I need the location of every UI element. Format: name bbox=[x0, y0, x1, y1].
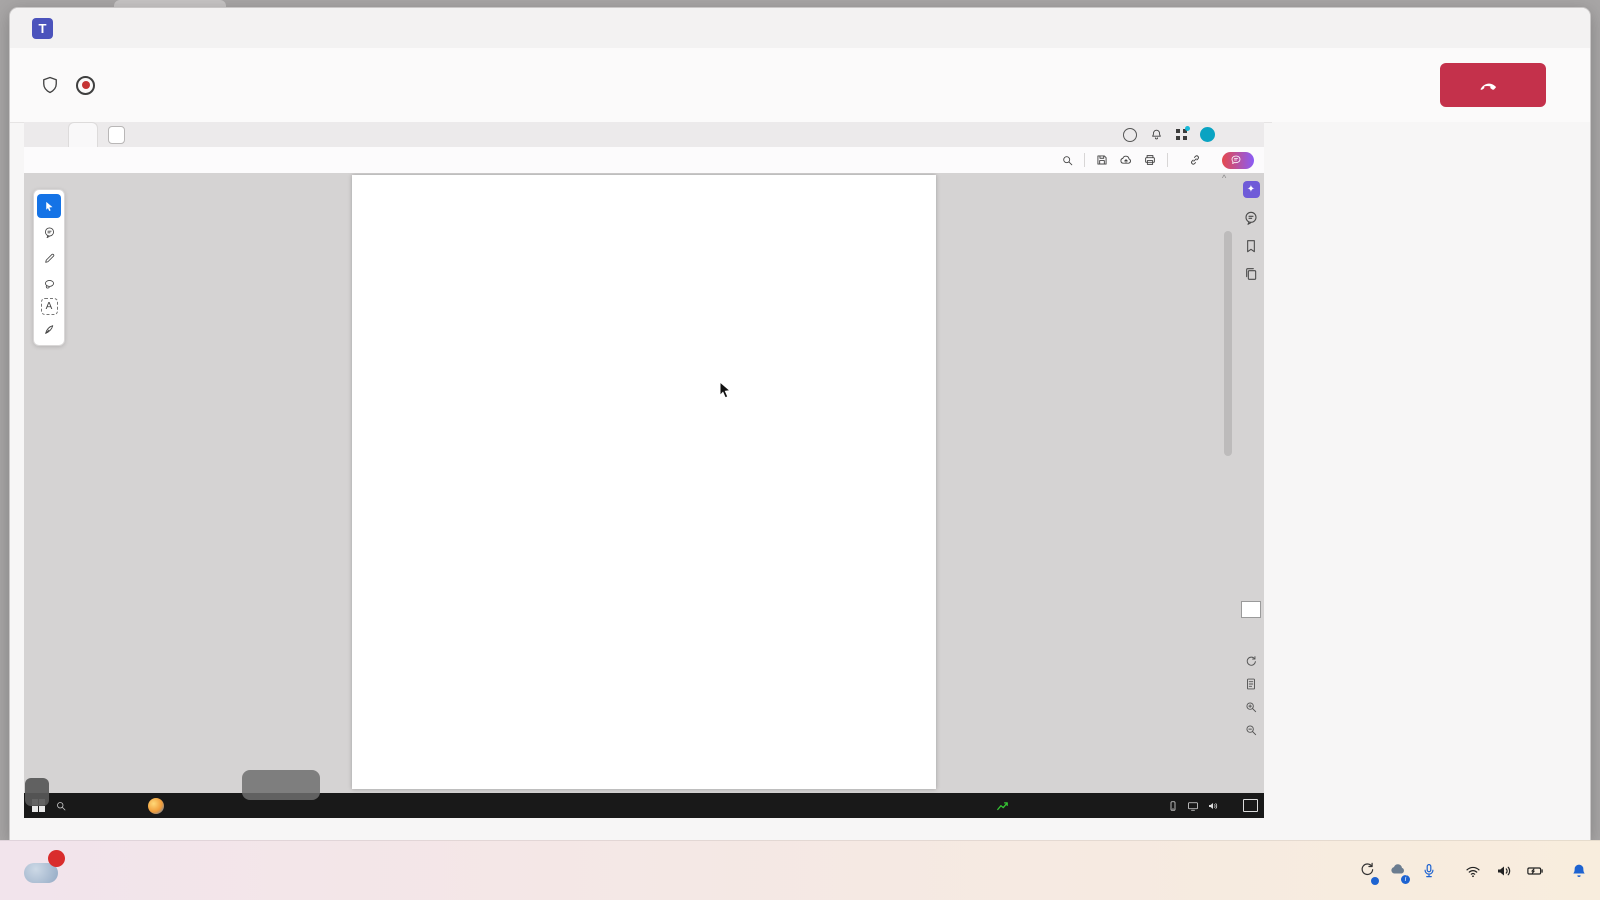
leave-meeting-button[interactable] bbox=[1440, 63, 1546, 107]
sign-tool[interactable] bbox=[37, 317, 61, 341]
notification-bell-icon[interactable] bbox=[1570, 862, 1588, 880]
main-participant-tile[interactable] bbox=[1282, 632, 1570, 788]
sync-icon[interactable] bbox=[1358, 860, 1376, 883]
save-icon[interactable] bbox=[1095, 153, 1109, 167]
page-view-icon[interactable] bbox=[1244, 677, 1258, 691]
participants-panel bbox=[1272, 122, 1590, 840]
lasso-tool[interactable] bbox=[37, 272, 61, 296]
acrobat-menubar bbox=[24, 147, 1264, 174]
acrobat-right-panel-icons bbox=[1240, 181, 1262, 282]
battery-icon[interactable] bbox=[1526, 862, 1544, 880]
text-tool[interactable]: A bbox=[41, 298, 58, 315]
zoom-controls[interactable] bbox=[242, 770, 320, 800]
ai-chat-icon bbox=[1230, 154, 1242, 166]
recording-indicator-icon bbox=[76, 76, 95, 95]
create-button[interactable] bbox=[108, 126, 125, 144]
upload-cloud-icon[interactable] bbox=[1119, 153, 1133, 167]
windows-taskbar bbox=[0, 840, 1600, 900]
phone-link-icon[interactable] bbox=[1167, 800, 1179, 812]
comments-panel-icon[interactable] bbox=[1243, 210, 1259, 226]
account-avatar[interactable] bbox=[1200, 127, 1215, 142]
acrobat-tabbar bbox=[24, 122, 1264, 147]
teams-titlebar bbox=[10, 8, 1590, 49]
meeting-stage bbox=[10, 122, 1590, 840]
refresh-icon[interactable] bbox=[1244, 654, 1258, 668]
document-tab[interactable] bbox=[68, 122, 98, 148]
notification-center-icon[interactable] bbox=[1243, 799, 1258, 812]
market-ticker[interactable] bbox=[996, 793, 1020, 818]
scrollbar-up-icon[interactable]: ^ bbox=[1222, 173, 1227, 183]
page-navigation bbox=[1238, 601, 1264, 737]
teams-logo-icon: T bbox=[32, 18, 53, 39]
onedrive-badge bbox=[48, 850, 65, 867]
presenter-name-label bbox=[25, 778, 49, 806]
weather-widget-icon[interactable] bbox=[148, 798, 164, 814]
share-link-icon[interactable] bbox=[1188, 153, 1202, 167]
ai-assistant-button[interactable] bbox=[1222, 152, 1254, 169]
onedrive-icon[interactable] bbox=[24, 859, 58, 883]
zoom-out-icon[interactable] bbox=[1244, 723, 1258, 737]
volume-icon[interactable] bbox=[1207, 800, 1219, 812]
speaker-icon[interactable] bbox=[1495, 862, 1513, 880]
pencil-tool[interactable] bbox=[37, 246, 61, 270]
chart-up-icon bbox=[996, 799, 1010, 813]
wifi-icon[interactable] bbox=[1464, 862, 1482, 880]
help-icon[interactable] bbox=[1123, 128, 1137, 142]
document-scrollbar[interactable] bbox=[1224, 187, 1232, 783]
onedrive-tray-icon[interactable]: i bbox=[1389, 860, 1407, 883]
display-icon[interactable] bbox=[1187, 800, 1199, 812]
handset-icon bbox=[1479, 75, 1499, 95]
current-page-input[interactable] bbox=[1241, 601, 1261, 618]
pages-panel-icon[interactable] bbox=[1243, 266, 1259, 282]
security-shield-icon bbox=[40, 75, 60, 95]
document-area bbox=[24, 173, 1264, 793]
search-icon[interactable] bbox=[1061, 154, 1074, 167]
acrobat-tool-palette bbox=[33, 189, 65, 346]
teams-meeting-window bbox=[10, 8, 1590, 840]
system-tray bbox=[1345, 841, 1588, 900]
notifications-bell-icon[interactable] bbox=[1150, 128, 1163, 141]
zoom-in-icon[interactable] bbox=[1244, 700, 1258, 714]
apps-grid-icon[interactable] bbox=[1176, 129, 1187, 140]
presenter-taskbar bbox=[24, 793, 1264, 818]
mouse-pointer-icon bbox=[718, 381, 734, 403]
microphone-tray-icon[interactable] bbox=[1420, 862, 1438, 880]
shared-screen bbox=[24, 122, 1264, 818]
teams-toolbar bbox=[10, 48, 1590, 123]
pdf-page bbox=[352, 175, 936, 789]
ai-panel-icon[interactable]: ✦ bbox=[1243, 181, 1260, 198]
presenter-system-tray bbox=[1159, 793, 1258, 818]
comment-tool[interactable] bbox=[37, 220, 61, 244]
select-tool[interactable] bbox=[37, 194, 61, 218]
gallery-pagination bbox=[1272, 590, 1590, 624]
presenter-search[interactable] bbox=[55, 800, 72, 812]
bookmarks-panel-icon[interactable] bbox=[1243, 238, 1259, 254]
print-icon[interactable] bbox=[1143, 153, 1157, 167]
